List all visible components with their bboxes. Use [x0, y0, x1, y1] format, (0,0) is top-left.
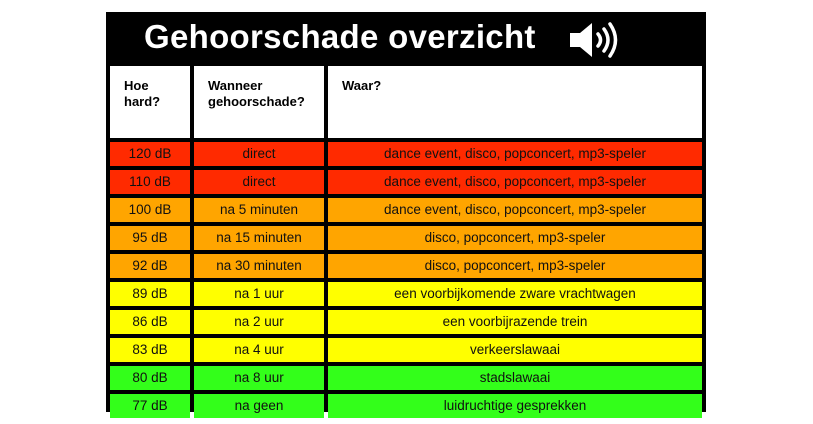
where-cell: disco, popconcert, mp3-speler [328, 226, 702, 250]
where-cell: stadslawaai [328, 366, 702, 390]
header-when-line-2: gehoorschade? [208, 94, 305, 109]
table-row [106, 226, 706, 250]
where-cell: dance event, disco, popconcert, mp3-speler [328, 170, 702, 194]
where-cell: een voorbijrazende trein [328, 310, 702, 334]
header-loudness-line-2: hard? [124, 94, 161, 109]
hearing-damage-table [106, 12, 706, 412]
speaker-volume-icon [568, 20, 622, 60]
header-where-text: Waar? [342, 78, 382, 93]
table-row [106, 310, 706, 334]
when-cell: na 4 uur [194, 338, 324, 362]
header-loudness [110, 66, 190, 138]
loudness-cell: 92 dB [110, 254, 190, 278]
when-cell: na 15 minuten [194, 226, 324, 250]
table-row [106, 394, 706, 418]
header-where [328, 66, 702, 138]
table-row [106, 338, 706, 362]
header-loudness-line-1: Hoe [124, 78, 149, 93]
when-cell: direct [194, 170, 324, 194]
table-row [106, 198, 706, 222]
where-cell: disco, popconcert, mp3-speler [328, 254, 702, 278]
loudness-cell: 110 dB [110, 170, 190, 194]
header-when [194, 66, 324, 138]
loudness-cell: 100 dB [110, 198, 190, 222]
where-cell: dance event, disco, popconcert, mp3-speler [328, 142, 702, 166]
table-row [106, 170, 706, 194]
when-cell: na 5 minuten [194, 198, 324, 222]
where-cell: verkeerslawaai [328, 338, 702, 362]
loudness-cell: 83 dB [110, 338, 190, 362]
when-cell: na geen [194, 394, 324, 418]
loudness-cell: 89 dB [110, 282, 190, 306]
when-cell: na 1 uur [194, 282, 324, 306]
table-row [106, 142, 706, 166]
where-cell: dance event, disco, popconcert, mp3-speler [328, 198, 702, 222]
where-cell: een voorbijkomende zware vrachtwagen [328, 282, 702, 306]
loudness-cell: 80 dB [110, 366, 190, 390]
table-row [106, 282, 706, 306]
loudness-cell: 95 dB [110, 226, 190, 250]
where-cell: luidruchtige gesprekken [328, 394, 702, 418]
loudness-cell: 86 dB [110, 310, 190, 334]
header-when-line-1: Wanneer [208, 78, 263, 93]
when-cell: na 8 uur [194, 366, 324, 390]
table-row [106, 366, 706, 390]
loudness-cell: 120 dB [110, 142, 190, 166]
when-cell: na 2 uur [194, 310, 324, 334]
table-row [106, 254, 706, 278]
when-cell: na 30 minuten [194, 254, 324, 278]
loudness-cell: 77 dB [110, 394, 190, 418]
title-bar [106, 12, 706, 66]
when-cell: direct [194, 142, 324, 166]
page-title: Gehoorschade overzicht [144, 18, 536, 55]
